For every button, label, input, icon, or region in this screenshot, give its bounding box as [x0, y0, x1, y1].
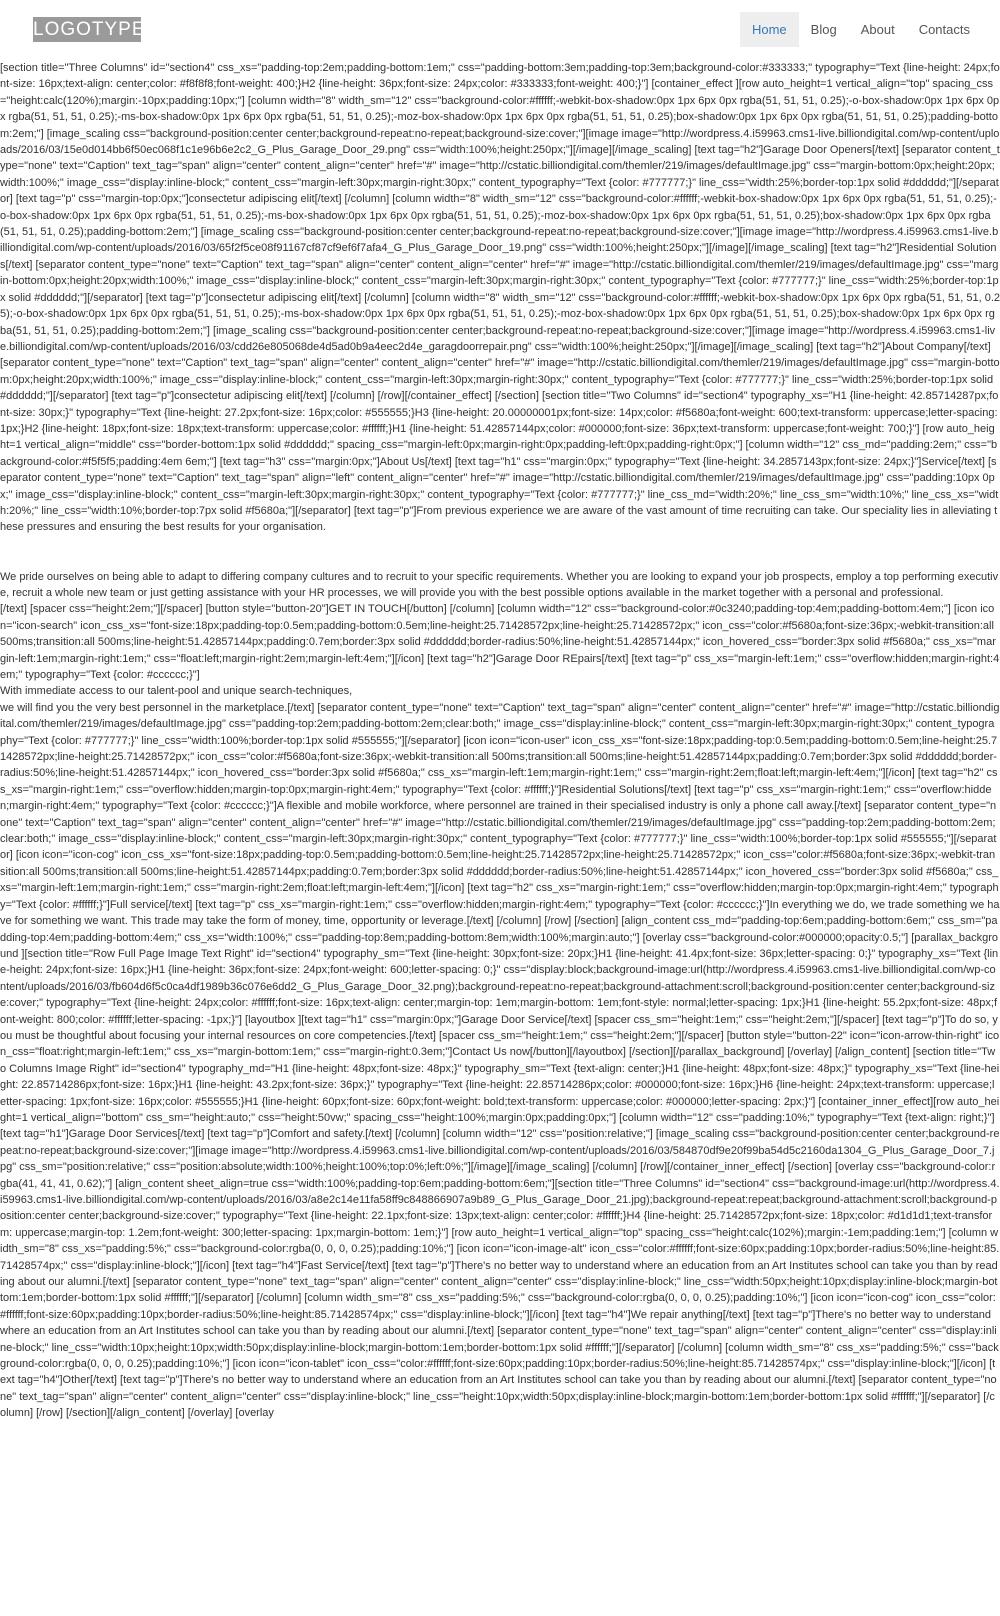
shortcode-text-block: we will find you the very best personnel in the marketplace.[/text] [separator content_type="none" text="Caption" text_tag="span" align="center" content_align="center" href="#" image="http://cstatic.billiondigital.com/themler/219/images/defaultImage.jpg" css="padding-top:2em;padding-bottom:2em;clear:both;" image_css="display:inline-block;" content_css="margin-left:30px;margin-right:30px;" content_typography="Text {color: #777777;}" line_css="width:100%;border-top:1px solid #555555;"][/separator] [icon icon="icon-user" icon_css_xs="font-size:18px;padding-top:0.5em;padding-bottom:0.5em;line-height:25.71428572px;line-height:25.71428572px;" icon_css="color:#f5680a;font-size:36px;-webkit-transition:all 500ms;transition:all 500ms;line-height:51.42857144px;padding:0.7em;border:3px solid #dddddd;border-radius:50%;line-height:51.42857144px;" icon_hovered_css="border:3px solid #f5680a;" css_xs="margin-left:1em;margin-right:1em;" css="margin-right:2em;float:left;margin-left:4em;"][/icon] [text tag="h2" css_xs="margin-right:1em;" css="overflow:hidden;margin-top:0px;margin-right:4em;" typography="Text {color: #ffffff;}"]Residential Solutions[/text] [text tag="p" css_xs="margin-right:1em;" css="overflow:hidden;margin-right:4em;" typography="Text {color: #cccccc;}"]A flexible and mobile workforce, where personnel are trained in their specialised industry is only a phone call away.[/text] [separator content_type="none" text="Caption" text_tag="span" align="center" content_align="center" href="#" image="http://cstatic.billiondigital.com/themler/219/images/defaultImage.jpg" css="padding-top:2em;padding-bottom:2em;clear:both;" image_css="display:inline-block;" content_css="margin-left:30px;margin-right:30px;" content_typography="Text {color: #777777;}" line_css="width:100%;border-top:1px solid #555555;"][/separator] [icon icon="icon-cog" icon_css_xs="font-size:18px;padding-top:0.5em;padding-bottom:0.5em;line-height:25.71428572px;line-height:25.71428572px;" icon_css="color:#f5680a;font-size:36px;-webkit-transition:all 500ms;transition:all 500ms;line-height:51.42857144px;padding:0.7em;border:3px solid #dddddd;border-radius:50%;line-height:51.42857144px;" icon_hovered_css="border:3px solid #f5680a;" css_xs="margin-left:1em;margin-right:1em;" css="margin-right:2em;float:left;margin-left:4em;"][/icon] [text tag="h2" css_xs="margin-right:1em;" css="overflow:hidden;margin-top:0px;margin-right:4em;" typography="Text {color: #ffffff;}"]Full service[/text] [text tag="p" css_xs="margin-right:1em;" css="overflow:hidden;margin-right:4em;" typography="Text {color: #cccccc;}"]In everything we do, we trade something we have for something we want. This trade may take the form of money, time, opportunity or leverage.[/text] [/column] [/row] [/section] [align_content css_md="padding-top:6em;padding-bottom:6em;" css_sm="padding-top:4em;padding-bottom:4em;" css_xs="width:100%;" css="padding-top:8em;padding-bottom:8em;width:100%;margin:auto;"] [overlay css="background-color:#000000;opacity:0.5;"] [parallax_background ][section title="Row Full Page Image Text Right" id="section4" typography_sm="Text {line-height: 30px;font-size: 20px;}H1 {line-height: 41.4px;font-size: 36px;letter-spacing: 0;}" typography_xs="Text {line-height: 24px;font-size: 16px;}H1 {line-height: 36px;font-size: 24px;font-weight: 600;letter-spacing: 0;}" css="display:block;background-image:url(http://wordpress.4.i59963.cms1-live.billiondigital.com/wp-content/uploads/2016/03/fb604d6f5c0ca4df1989b36c076e6dd2_G_Plus_Garage_Door_32.png);background-repeat:no-repeat;background-attachment:scroll;background-position:center center;background-size:cover;" typography="Text {line-height: 24px;color: #ffffff;font-size: 16px;text-align: center;margin-top: 1em;margin-bottom: 1em;font-style: normal;letter-spacing: 1px;}H1 {line-height: 55.2px;font-size: 48px;font-weight: 800;color: #ffffff;letter-spacing: -1px;}"] [layoutbox ][text tag="h1" css="margin:0px;"]Garage Door Service[/text] [spacer css_sm="height:1em;" css="height:2em;"][/spacer] [text tag="p"]To do so, you must be thoughtful about focusing your internal resources on core competencies.[/text] [spacer css_sm="height:1em;" css="height:2em;"][/spacer] [button style="button-22" icon="icon-arrow-thin-right" icon_css="float:right;margin-left:1em;" css_xs="margin-bottom:1em;" css="margin-right:0.3em;"]Contact Us now[/button][/layoutbox] [/section][/parallax_background] [/overlay] [/align_content] [section title="Two Columns Image Right" id="section4" typography_md="H1 {line-height: 48px;font-size: 48px;}" typography_sm="Text {text-align: center;}H1 {line-height: 48px;font-size: 48px;}" typography_xs="Text {line-height: 22.85714286px;font-size: 16px;}H1 {line-height: 43.2px;font-size: 36px;}" typography="Text {line-height: 22.85714286px;color: #000000;font-size: 16px;}H6 {line-height: 24px;text-transform: uppercase;letter-spacing: 1px;font-size: 16px;color: #555555;}H1 {line-height: 60px;font-size: 60px;font-weight: bold;text-transform: uppercase;color: #000000;letter-spacing: 2px;}"] [container_inner_effect][row auto_height=1 vertical_align="bottom" css_sm="height:auto;" css="height:50vw;" spacing_css="height:100%;margin:0px;padding:0px;"] [column width="12" css="padding:10%;" typography="Text {text-align: right;}"] [text tag="h1"]Garage Door Services[/text] [text tag="p"]Comfort and safety.[/text] [/column] [column width="12" css="position:relative;"] [image_scaling css="background-position:center center;background-repeat:no-repeat;background-size:cover;"][image image="http://wordpress.4.i59963.cms1-live.billiondigital.com/wp-content/uploads/2016/03/584870df9e20f99ba54d5c2160da1304_G_Plus_Garage_Door_7.jpg" css_sm="position:relative;" css="position:absolute;width:100%;height:100%;top:0%;left:0%;"][/image][/image_scaling] [/column] [/row][/container_inner_effect] [/section] [overlay css="background-color:rgba(41, 41, 41, 0.62);"] [align_content sheet_align=true css="width:100%;padding-top:6em;padding-bottom:6em;"][section title="Three Columns" id="section4" css="background-image:url(http://wordpress.4.i59963.cms1-live.billiondigital.com/wp-content/uploads/2016/03/a8e2c14e11fa58ff9c848866907a9b89_G_Plus_Garage_Door_21.jpg);background-repeat:repeat;background-attachment:scroll;background-position:center center;background-size:cover;" typography="Text {line-height: 22.1px;font-size: 13px;text-align: center;color: #ffffff;}H4 {line-height: 25.71428572px;font-size: 18px;color: #d1d1d1;text-transform: uppercase;margin-top: 1.2em;font-weight: 300;letter-spacing: 1px;margin-bottom: 1em;}"] [row auto_height=1 vertical_align="top" spacing_css="height:calc(102%);margin:-1em;padding:1em;"] [column width_sm="8" css_xs="padding:5%;" css="background-color:rgba(0, 0, 0, 0.25);padding:10%;"] [icon icon="icon-image-alt" icon_css="color:#ffffff;font-size:60px;padding:10px;border-radius:50%;line-height:85.71428574px;" css="display:inline-block;"][/icon] [text tag="h4"]Fast Service[/text] [text tag="p"]There's no better way to understand where an education from an Art Institutes school can take you than by reading about our alumni.[/text] [separator content_type="none" text_tag="span" align="center" content_align="center" css="display:inline-block;" line_css="width:50px;height:10px;display:inline-block;margin-bottom:1em;border-bottom:1px solid #ffffff;"][/separator] [/column] [column width_sm="8" css_xs="padding:5%;" css="background-color:rgba(0, 0, 0, 0.25);padding:10%;"] [icon icon="icon-cog" icon_css="color:#ffffff;font-size:60px;padding:10px;border-radius:50%;line-height:85.71428574px;" css="display:inline-block;"][/icon] [text tag="h4"]We repair anything[/text] [text tag="p"]There's no better way to understand where an education from an Art Institutes school can take you than by reading about our alumni.[/text] [separator content_type="none" text_tag="span" align="center" content_align="center" css="display:inline-block;" line_css="width:10px;height:10px;width:50px;display:inline-block;margin-bottom:1em;border-bottom:1px solid #ffffff;"][/separator] [/column] [column width_sm="8" css_xs="padding:5%;" css="background-color:rgba(0, 0, 0, 0.25);padding:10%;"] [icon icon="icon-tablet" icon_css="color:#ffffff;font-size:60px;padding:10px;border-radius:50%;line-height:85.71428574px;" css="display:inline-block;"][/icon] [text tag="h4"]Other[/text] [text tag="p"]There's no better way to understand where an education from an Art Institutes school can take you than by reading about our alumni.[/text] [separator content_type="none" text_tag="span" align="center" content_align="center" css="display:inline-block;" line_css="height:10px;width:50px;display:inline-block;margin-bottom:1em;border-bottom:1px solid #ffffff;"][/separator] [/column] [/row] [/section][/align_content] [/overlay] [overlay	[0, 701, 1000, 1420]
shortcode-text-block: [/text] [spacer css="height:2em;"][/spacer] [button style="button-20"]GET IN TOUCH[/button] [/column] [column width="12" css="background-color:#0c3240;padding-top:4em;padding-bottom:4em;"] [icon icon="icon-search" icon_css_xs="font-size:18px;padding-top:0.5em;padding-bottom:0.5em;line-height:25.71428572px;line-height:25.71428572px;" icon_css="color:#f5680a;font-size:36px;-webkit-transition:all 500ms;transition:all 500ms;line-height:51.42857144px;padding:0.7em;border:3px solid #dddddd;border-radius:50%;line-height:51.42857144px;" icon_hovered_css="border:3px solid #f5680a;" css_xs="margin-left:1em;margin-right:1em;" css="float:left;margin-right:2em;margin-left:4em;"][/icon] [text tag="h2"]Garage Door REpairs[/text] [text tag="p" css_xs="margin-left:1em;" css="overflow:hidden;margin-right:4em;" typography="Text {color: #cccccc;}"]	[0, 603, 1000, 682]
nav-blog[interactable]: Blog	[810, 22, 837, 37]
logo[interactable]: LOGOTYPE	[33, 19, 146, 40]
site-header	[0, 0, 1000, 58]
body-paragraph: We pride ourselves on being able to adapt to differing company cultures and to recruit to your specific requirements. Whether you are looking to expand your job prospects, employ a top performing executive, recruit a whole new team or just getting assistance with your HR processes, we will provide you with the best possible options available in the market together with a personal and professional.	[0, 570, 999, 599]
page-content	[0, 60, 1000, 1616]
body-paragraph: With immediate access to our talent-pool and unique search-techniques,	[0, 685, 353, 698]
shortcode-text-block: [section title="Three Columns" id="section4" css_xs="padding-top:2em;padding-bottom:1em;" css="padding-bottom:3em;padding-top:3em;background-color:#333333;" typography="Text {line-height: 24px;font-size: 16px;text-align: center;color: #f8f8f8;font-weight: 400;}H2 {line-height: 36px;font-size: 24px;color: #333333;font-weight: 400;}"] [container_effect ][row auto_height=1 vertical_align="top" spacing_css="height:calc(120%);margin:-10px;padding:10px;"] [column width="8" width_sm="12" css="background-color:#ffffff;-webkit-box-shadow:0px 1px 6px 0px rgba(51, 51, 51, 0.25);-o-box-shadow:0px 1px 6px 0px rgba(51, 51, 51, 0.25);-ms-box-shadow:0px 1px 6px 0px rgba(51, 51, 51, 0.25);-moz-box-shadow:0px 1px 6px 0px rgba(51, 51, 51, 0.25);box-shadow:0px 1px 6px 0px rgba(51, 51, 51, 0.25);padding-bottom:2em;"] [image_scaling css="background-position:center center;background-repeat:no-repeat;background-size:cover;"][image image="http://wordpress.4.i59963.cms1-live.billiondigital.com/wp-content/uploads/2016/03/15e0d014bb6f50ec068f1c1e96b6e2c2_G_Plus_Garage_Door_29.png" css="width:100%;height:250px;"][/image][/image_scaling] [text tag="h2"]Garage Door Openers[/text] [separator content_type="none" text="Caption" text_tag="span" align="center" content_align="center" href="#" image="http://cstatic.billiondigital.com/themler/219/images/defaultImage.jpg" css="margin-bottom:0px;height:20px;width:100%;" image_css="display:inline-block;" content_css="margin-left:30px;margin-right:30px;" content_typography="Text {color: #777777;}" line_css="width:25%;border-top:1px solid #dddddd;"][/separator] [text tag="p" css="margin-top:0px;"]consectetur adipiscing elit[/text] [/column] [column width="8" width_sm="12" css="background-color:#ffffff;-webkit-box-shadow:0px 1px 6px 0px rgba(51, 51, 51, 0.25);-o-box-shadow:0px 1px 6px 0px rgba(51, 51, 51, 0.25);-ms-box-shadow:0px 1px 6px 0px rgba(51, 51, 51, 0.25);-moz-box-shadow:0px 1px 6px 0px rgba(51, 51, 51, 0.25);box-shadow:0px 1px 6px 0px rgba(51, 51, 51, 0.25);padding-bottom:2em;"] [image_scaling css="background-position:center center;background-repeat:no-repeat;background-size:cover;"][image image="http://wordpress.4.i59963.cms1-live.billiondigital.com/wp-content/uploads/2016/03/65f2f5ce08f91167cf87cf9ef6f7afa4_G_Plus_Garage_Door_19.png" css="width:100%;height:250px;"][/image][/image_scaling] [text tag="h2"]Residential Solutions[/text] [separator content_type="none" text="Caption" text_tag="span" align="center" content_align="center" href="#" image="http://cstatic.billiondigital.com/themler/219/images/defaultImage.jpg" css="margin-bottom:0px;height:20px;width:100%;" image_css="display:inline-block;" content_css="margin-left:30px;margin-right:30px;" content_typography="Text {color: #777777;}" line_css="width:25%;border-top:1px solid #dddddd;"][/separator] [text tag="p"]consectetur adipiscing elit[/text] [/column] [column width="8" width_sm="12" css="background-color:#ffffff;-webkit-box-shadow:0px 1px 6px 0px rgba(51, 51, 51, 0.25);-o-box-shadow:0px 1px 6px 0px rgba(51, 51, 51, 0.25);-ms-box-shadow:0px 1px 6px 0px rgba(51, 51, 51, 0.25);-moz-box-shadow:0px 1px 6px 0px rgba(51, 51, 51, 0.25);box-shadow:0px 1px 6px 0px rgba(51, 51, 51, 0.25);padding-bottom:2em;"] [image_scaling css="background-position:center center;background-repeat:no-repeat;background-size:cover;"][image image="http://wordpress.4.i59963.cms1-live.billiondigital.com/wp-content/uploads/2016/03/cdd26e805068de4d5ad0b9a4eec2d4e_garagdoorrepair.png" css="width:100%;height:250px;"][/image][/image_scaling] [text tag="h2"]About Company[/text] [separator content_type="none" text="Caption" text_tag="span" align="center" content_align="center" href="#" image="http://cstatic.billiondigital.com/themler/219/images/defaultImage.jpg" css="margin-bottom:0px;height:20px;width:100%;" image_css="display:inline-block;" content_css="margin-left:30px;margin-right:30px;" content_typography="Text {color: #777777;}" line_css="width:25%;border-top:1px solid #dddddd;"][/separator] [text tag="p"]consectetur adipiscing elit[/text] [/column] [/row][/container_effect] [/section] [section title="Two Columns" id="section4" typography_xs="H1 {line-height: 42.85714287px;font-size: 30px;}" typography="Text {line-height: 27.2px;font-size: 16px;color: #555555;}H3 {line-height: 20.00000001px;font-size: 14px;color: #f5680a;font-weight: 600;text-transform: uppercase;letter-spacing: 1px;}H2 {line-height: 18px;font-size: 18px;text-transform: uppercase;color: #ffffff;}H1 {line-height: 51.42857144px;color: #000000;font-size: 36px;text-transform: uppercase;font-weight: 700;}"] [row auto_height=1 vertical_align="middle" css="border-bottom:1px solid #dddddd;" spacing_css="margin-left:0px;margin-right:0px;padding-left:0px;padding-right:0px;"] [column width="12" css_md="padding:2em;" css="background-color:#f5f5f5;padding:4em 6em;"] [text tag="h3" css="margin:0px;"]About Us[/text] [text tag="h1" css="margin:0px;" typography="Text {line-height: 34.2857143px;font-size: 24px;}"]Service[/text] [separator content_type="none" text="Caption" text_tag="span" align="left" content_align="center" href="#" image="http://cstatic.billiondigital.com/themler/219/images/defaultImage.jpg" css="padding:10px 0px;" image_css="display:inline-block;" content_css="margin-left:30px;margin-right:30px;" content_typography="Text {color: #777777;}" line_css_md="width:20%;" line_css_sm="width:10%;" line_css_xs="width:20%;" line_css="width:10%;border-top:7px solid #f5680a;"][/separator] [text tag="p"]From previous experience we are aware of the vast amount of time recruiting can take. Our speciality lies in alleviating these pressures and ensuring the best results for your organisation.	[0, 62, 1000, 534]
nav-contacts[interactable]: Contacts	[918, 22, 970, 37]
main-nav	[740, 12, 982, 47]
nav-home[interactable]: Home	[740, 12, 799, 47]
nav-about[interactable]: About	[860, 22, 895, 37]
